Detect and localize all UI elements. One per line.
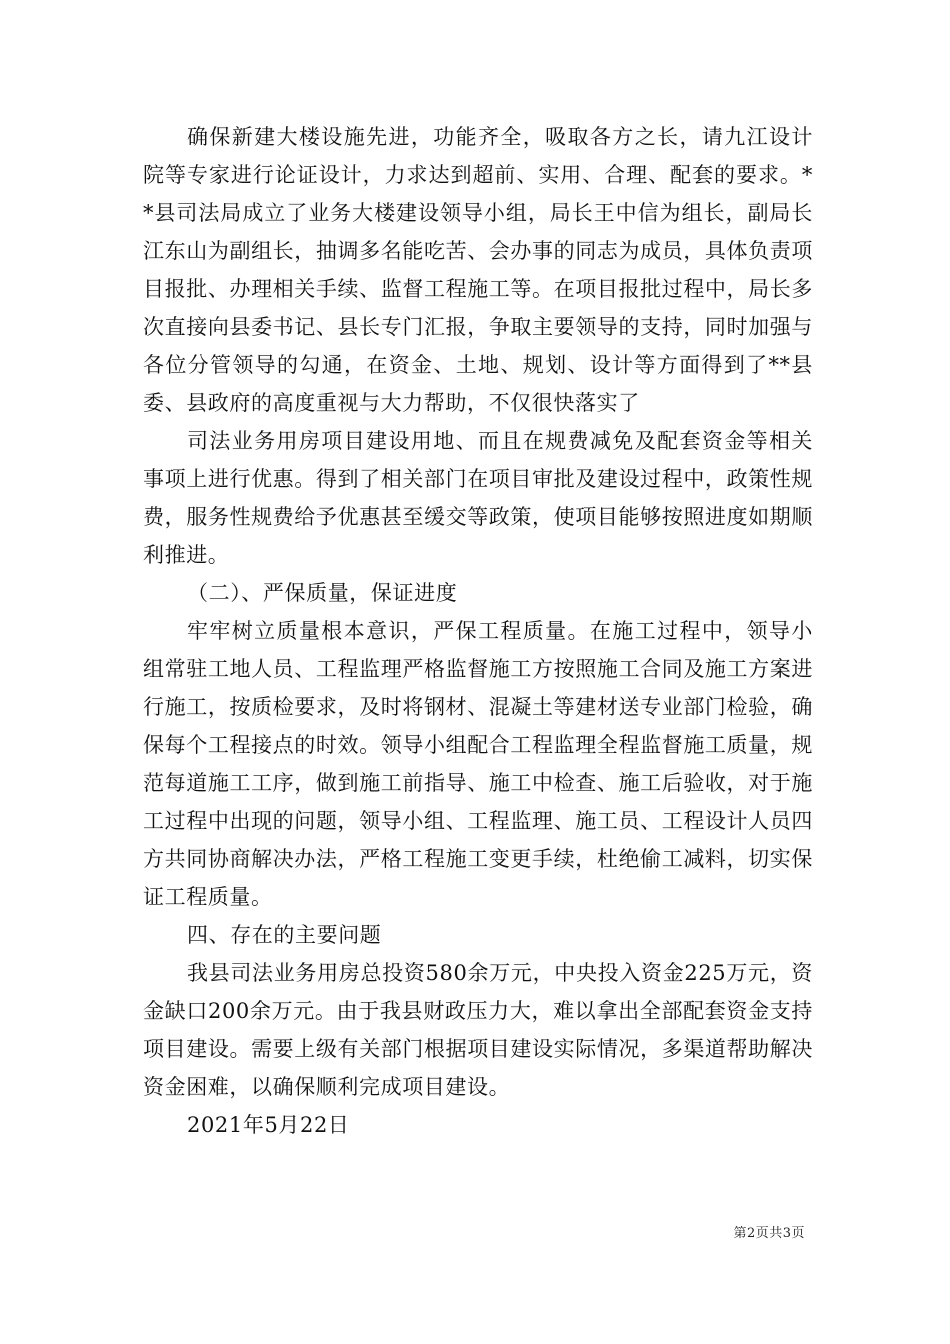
paragraph-land-and-fees: 司法业务用房项目建设用地、而且在规费减免及配套资金等相关事项上进行优惠。得到了相关部门在项目审批及建设过程中，政策性规费，服务性规费给予优惠甚至缓交等政策，使项目能够按照进度如期顺利推进。 [143,429,813,567]
document-date: 2021年5月22日 [187,1113,350,1137]
document-body [143,118,813,1144]
section-heading-problems: 四、存在的主要问题 [187,923,382,947]
section-heading-quality: （二）、严保质量，保证进度 [187,581,458,605]
paragraph-funding-gap: 我县司法业务用房总投资580余万元，中央投入资金225万元，资金缺口200余万元。由于我县财政压力大，难以拿出全部配套资金支持项目建设。需要上级有关部门根据项目建设实际情况，多渠道帮助解决资金困难，以确保顺利完成项目建设。 [143,961,813,1099]
page-number-footer: 第2页共3页 [733,1226,805,1241]
paragraph-quality-control: 牢牢树立质量根本意识，严保工程质量。在施工过程中，领导小组常驻工地人员、工程监理严格监督施工方按照施工合同及施工方案进行施工，按质检要求，及时将钢材、混凝土等建材送专业部门检验，确保每个工程接点的时效。领导小组配合工程监理全程监督施工质量，规范每道施工工序，做到施工前指导、施工中检查、施工后验收，对于施工过程中出现的问题，领导小组、工程监理、施工员、工程设计人员四方共同协商解决办法，严格工程施工变更手续，杜绝偷工减料，切实保证工程质量。 [143,619,813,909]
paragraph-project-approval: 确保新建大楼设施先进，功能齐全，吸取各方之长，请九江设计院等专家进行论证设计，力求达到超前、实用、合理、配套的要求。**县司法局成立了业务大楼建设领导小组，局长王中信为组长，副局长江东山为副组长，抽调多名能吃苦、会办事的同志为成员，具体负责项目报批、办理相关手续、监督工程施工等。在项目报批过程中，局长多次直接向县委书记、县长专门汇报，争取主要领导的支持，同时加强与各位分管领导的勾通，在资金、土地、规划、设计等方面得到了**县委、县政府的高度重视与大力帮助，不仅很快落实了 [143,125,813,415]
